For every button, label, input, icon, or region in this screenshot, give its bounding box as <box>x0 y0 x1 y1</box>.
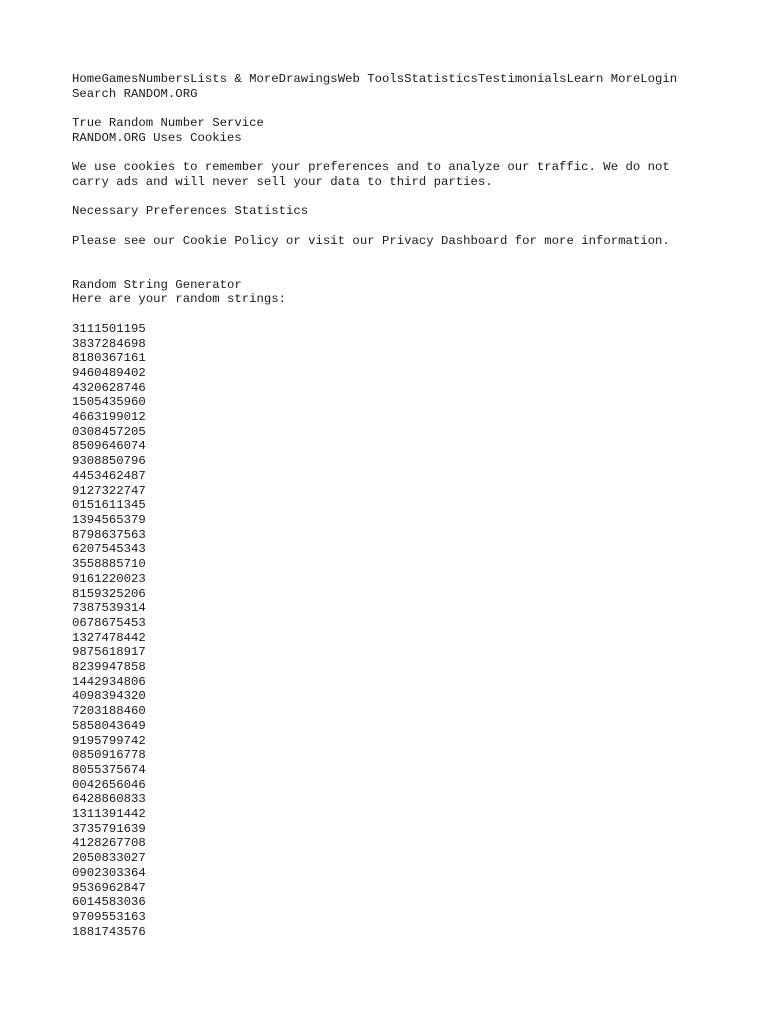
pref-necessary[interactable]: Necessary <box>72 204 139 219</box>
random-string: 9127322747 <box>72 483 146 498</box>
top-nav <box>72 72 752 87</box>
cookie-info-suffix: for more information. <box>507 233 670 248</box>
random-string: 9709553163 <box>72 909 146 924</box>
random-string: 3837284698 <box>72 336 146 351</box>
random-string: 9875618917 <box>72 645 146 660</box>
random-string: 1394565379 <box>72 513 146 527</box>
nav-home[interactable]: Home <box>72 72 102 86</box>
random-string: 5858043649 <box>72 718 146 733</box>
random-string: 1442934806 <box>72 674 146 689</box>
random-string: 4128267708 <box>72 836 146 851</box>
nav-numbers[interactable]: Numbers <box>138 72 191 86</box>
random-string: 0042656046 <box>72 777 146 792</box>
random-string: 9195799742 <box>72 733 146 748</box>
random-string: 9536962847 <box>72 880 146 895</box>
page <box>72 72 752 939</box>
random-string: 8798637563 <box>72 527 146 542</box>
results-intro: Here are your random strings: <box>72 292 287 307</box>
random-string: 1881743576 <box>72 924 146 939</box>
random-string: 0850916778 <box>72 748 146 763</box>
random-strings-list <box>72 322 752 940</box>
nav-drawings[interactable]: Drawings <box>278 72 338 86</box>
random-string: 8509646074 <box>72 439 146 454</box>
cookie-preferences <box>72 204 752 219</box>
page-title: Random String Generator <box>72 277 242 292</box>
pref-statistics[interactable]: Statistics <box>234 204 309 219</box>
cookie-info <box>72 234 752 249</box>
random-string: 8159325206 <box>72 586 146 601</box>
random-string: 1311391442 <box>72 807 146 822</box>
cookie-banner-message: We use cookies to remember your preferences and to analyze our traffic. We do not carry ads and will never sell your data to third parties. <box>72 160 670 189</box>
random-string: 3735791639 <box>72 821 146 836</box>
random-string: 0678675453 <box>72 615 146 630</box>
nav-games[interactable]: Games <box>101 72 139 86</box>
random-string: 4098394320 <box>72 689 146 704</box>
random-string: 7203188460 <box>72 704 146 719</box>
random-string: 8055375674 <box>72 762 146 777</box>
random-string: 6207545343 <box>72 542 146 557</box>
random-string: 1505435960 <box>72 395 146 410</box>
random-string: 2050833027 <box>72 851 146 866</box>
pref-preferences[interactable]: Preferences <box>145 204 227 219</box>
nav-testimonials[interactable]: Testimonials <box>477 72 567 86</box>
cookie-banner-title: RANDOM.ORG Uses Cookies <box>72 130 242 145</box>
random-string: 9161220023 <box>72 571 146 586</box>
random-string: 8180367161 <box>72 351 146 366</box>
cookie-policy-link[interactable]: Cookie Policy <box>182 233 279 248</box>
cookie-info-prefix: Please see our <box>72 233 183 248</box>
nav-login[interactable]: Login <box>640 72 678 86</box>
cookie-info-middle: or visit our <box>278 233 382 248</box>
nav-lists-more[interactable]: Lists & More <box>190 72 279 86</box>
random-string: 0902303364 <box>72 865 146 880</box>
nav-learn-more[interactable]: Learn More <box>566 72 641 86</box>
nav-statistics[interactable]: Statistics <box>404 72 478 86</box>
site-tagline: True Random Number Service <box>72 116 264 131</box>
random-string: 4320628746 <box>72 380 146 395</box>
random-string: 3558885710 <box>72 557 146 572</box>
random-string: 8239947858 <box>72 660 146 675</box>
nav-web-tools[interactable]: Web Tools <box>337 72 405 86</box>
random-string: 1327478442 <box>72 630 146 645</box>
random-string: 9460489402 <box>72 365 146 380</box>
random-string: 4663199012 <box>72 410 146 425</box>
random-string: 4453462487 <box>72 468 146 483</box>
random-string: 6428860833 <box>72 792 146 807</box>
random-string: 6014583036 <box>72 895 146 910</box>
random-string: 0151611345 <box>72 498 146 513</box>
random-string: 0308457205 <box>72 424 146 439</box>
random-string: 9308850796 <box>72 454 146 469</box>
random-string: 3111501195 <box>72 321 146 336</box>
random-string: 7387539314 <box>72 601 146 616</box>
privacy-dashboard-link[interactable]: Privacy Dashboard <box>381 233 508 248</box>
search-link[interactable]: Search RANDOM.ORG <box>72 86 198 101</box>
